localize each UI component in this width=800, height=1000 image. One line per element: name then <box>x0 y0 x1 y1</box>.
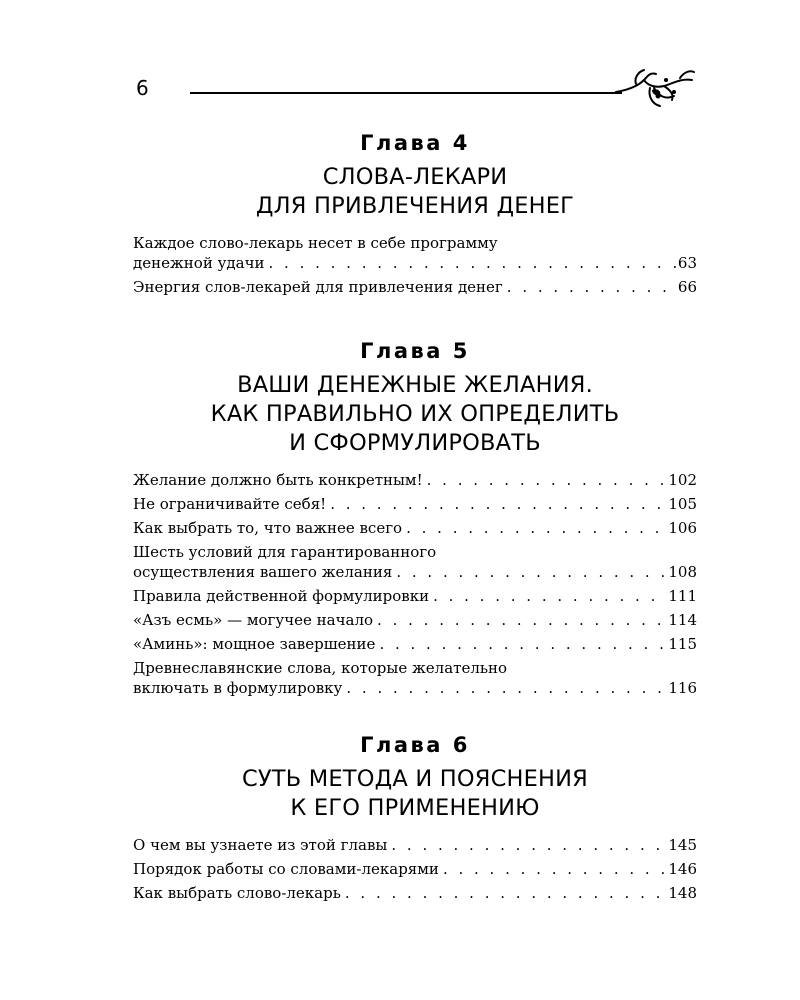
toc-page-number: 63 <box>677 254 697 272</box>
toc-dot-leader <box>427 470 667 490</box>
page-number: 6 <box>136 76 149 100</box>
toc-list <box>133 233 697 297</box>
toc-entry-text: включать в формулировку <box>133 679 343 697</box>
toc-entry-text: Как выбрать то, что важнее всего <box>133 519 403 537</box>
toc-list <box>133 470 697 698</box>
chapter-title-line: ДЛЯ ПРИВЛЕЧЕНИЯ ДЕНЕГ <box>255 193 575 219</box>
toc-entry-text: Порядок работы со словами-лекарями <box>133 860 439 878</box>
chapter-4 <box>133 130 697 301</box>
toc-page-number: 114 <box>668 611 697 629</box>
toc-entry-text: Энергия слов-лекарей для привлечения денег <box>133 278 503 296</box>
toc-dot-leader <box>269 253 676 273</box>
toc-entry-text: осуществления вашего желания <box>133 563 393 581</box>
toc-entry[interactable] <box>133 494 697 514</box>
toc-dot-leader <box>379 634 666 654</box>
toc-dot-leader <box>391 835 666 855</box>
toc-dot-leader <box>330 494 666 514</box>
chapter-5 <box>133 338 697 702</box>
toc-entry-text: «Азъ есмь» — могучее начало <box>133 611 374 629</box>
chapter-6 <box>133 732 697 907</box>
toc-entry-text: Как выбрать слово-лекарь <box>133 884 341 902</box>
toc-entry[interactable] <box>133 542 697 582</box>
toc-entry[interactable] <box>133 859 697 879</box>
toc-page-number: 148 <box>668 884 697 902</box>
chapter-title <box>133 371 697 458</box>
toc-entry[interactable] <box>133 470 697 490</box>
toc-entry-text: Не ограничивайте себя! <box>133 495 327 513</box>
toc-dot-leader <box>406 518 666 538</box>
toc-page-number: 115 <box>668 635 697 653</box>
chapter-title-line: ВАШИ ДЕНЕЖНЫЕ ЖЕЛАНИЯ. <box>237 372 593 398</box>
toc-dot-leader <box>443 859 666 879</box>
chapter-label: Глава 5 <box>360 339 470 363</box>
toc-entry-text: Шесть условий для гарантированного <box>133 543 437 561</box>
toc-entry-text: «Аминь»: мощное завершение <box>133 635 376 653</box>
toc-entry-text: Каждое слово-лекарь несет в себе программу <box>133 234 498 252</box>
toc-page-number: 145 <box>668 836 697 854</box>
toc-dot-leader <box>377 610 666 630</box>
toc-page-number: 116 <box>668 679 697 697</box>
toc-page-number: 102 <box>668 471 697 489</box>
toc-page-number: 106 <box>668 519 697 537</box>
toc-page-number: 146 <box>668 860 697 878</box>
chapter-title-line: СУТЬ МЕТОДА И ПОЯСНЕНИЯ <box>241 766 589 792</box>
toc-entry[interactable] <box>133 518 697 538</box>
chapter-title <box>133 163 697 221</box>
toc-page-number: 111 <box>668 587 697 605</box>
chapter-title-line: СЛОВА-ЛЕКАРИ <box>322 164 508 190</box>
toc-entry[interactable] <box>133 634 697 654</box>
toc-entry-text: Желание должно быть конкретным! <box>133 471 423 489</box>
toc-list <box>133 835 697 903</box>
toc-dot-leader <box>345 883 666 903</box>
toc-page-number: 66 <box>677 278 697 296</box>
toc-entry-text: денежной удачи <box>133 254 265 272</box>
chapter-title-line: К ЕГО ПРИМЕНЕНИЮ <box>290 795 540 821</box>
toc-entry[interactable] <box>133 277 697 297</box>
toc-entry-text: Правила действенной формулировки <box>133 587 430 605</box>
toc-dot-leader <box>433 586 666 606</box>
toc-dot-leader <box>396 562 666 582</box>
chapter-title-line: И СФОРМУЛИРОВАТЬ <box>289 430 541 456</box>
toc-entry-text: О чем вы узнаете из этой главы <box>133 836 388 854</box>
toc-page-number: 108 <box>668 563 697 581</box>
toc-entry-text: Древнеславянские слова, которые желательно <box>133 659 508 677</box>
chapter-label: Глава 6 <box>360 733 470 757</box>
toc-page-number: 105 <box>668 495 697 513</box>
toc-entry[interactable] <box>133 658 697 698</box>
chapter-label: Глава 4 <box>360 131 470 155</box>
header-rule <box>190 92 622 94</box>
toc-entry[interactable] <box>133 610 697 630</box>
toc-entry[interactable] <box>133 835 697 855</box>
chapter-title-line: КАК ПРАВИЛЬНО ИХ ОПРЕДЕЛИТЬ <box>210 401 620 427</box>
ornament-icon <box>614 66 696 110</box>
toc-entry[interactable] <box>133 883 697 903</box>
toc-entry[interactable] <box>133 233 697 273</box>
toc-entry[interactable] <box>133 586 697 606</box>
chapter-title <box>133 765 697 823</box>
toc-dot-leader <box>346 678 666 698</box>
toc-dot-leader <box>507 277 676 297</box>
page-header <box>136 74 696 114</box>
